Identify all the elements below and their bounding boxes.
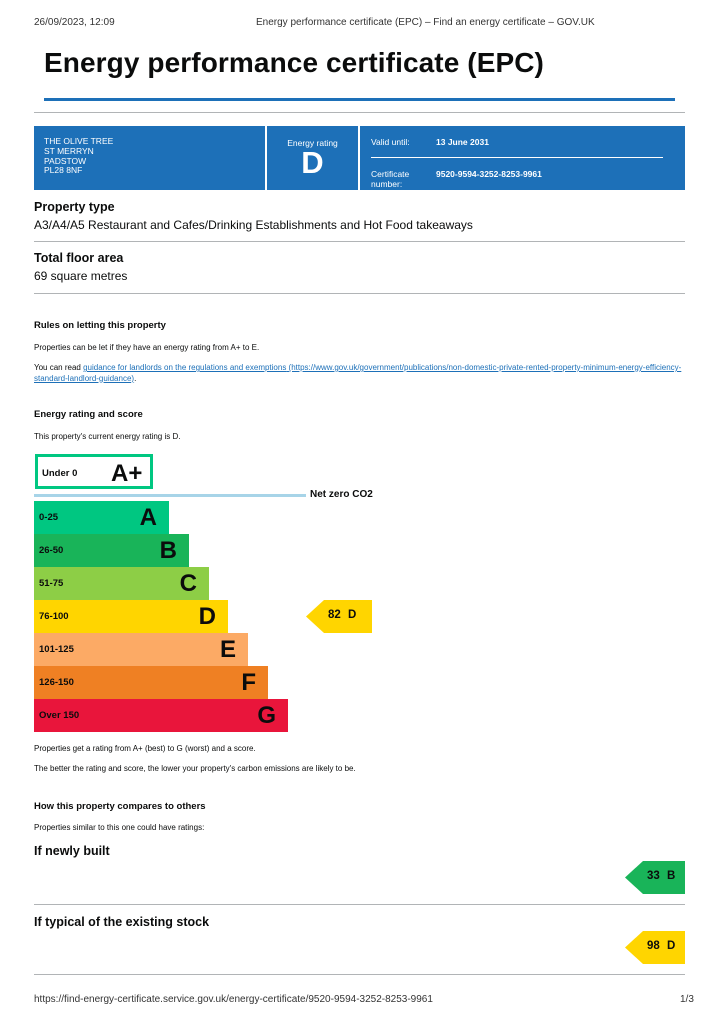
rating-band-aplus bbox=[35, 454, 153, 489]
newly-built-score: 33 bbox=[647, 870, 660, 882]
page-title: Energy performance certificate (EPC) bbox=[44, 47, 544, 78]
certificate-number-label bbox=[371, 169, 409, 189]
certificate-label-line: number: bbox=[371, 179, 403, 189]
energy-rating-heading: Energy rating and score bbox=[34, 409, 143, 420]
floor-area-heading: Total floor area bbox=[34, 251, 124, 265]
band-range: Over 150 bbox=[39, 710, 80, 721]
band-letter: A+ bbox=[111, 460, 143, 487]
current-rating-arrow bbox=[306, 600, 372, 633]
rating-band-e bbox=[34, 633, 248, 666]
band-range: 0-25 bbox=[39, 512, 59, 523]
band-range: 76-100 bbox=[39, 611, 69, 622]
compare-heading: How this property compares to others bbox=[34, 801, 206, 812]
compare-intro: Properties similar to this one could have ratings: bbox=[34, 823, 205, 832]
rating-note-2: The better the rating and score, the lower your property's carbon emissions are likely to be. bbox=[34, 764, 356, 773]
section-divider bbox=[34, 241, 685, 242]
band-letter: B bbox=[159, 537, 177, 564]
title-underline bbox=[44, 98, 675, 101]
address-line: ST MERRYN bbox=[44, 145, 94, 156]
band-range: 51-75 bbox=[39, 578, 64, 589]
newly-built-letter: B bbox=[667, 870, 676, 882]
valid-until-label: Valid until: bbox=[371, 137, 410, 147]
valid-until-date: 13 June 2031 bbox=[436, 137, 489, 147]
net-zero-label: Net zero CO2 bbox=[310, 489, 373, 500]
rating-band-c bbox=[34, 567, 209, 600]
newly-built-rating-arrow bbox=[625, 861, 685, 894]
address-line: PADSTOW bbox=[44, 155, 87, 166]
section-divider bbox=[34, 904, 685, 905]
typical-stock-rating-arrow bbox=[625, 931, 685, 964]
section-divider bbox=[34, 974, 685, 975]
print-page-number: 1/3 bbox=[680, 994, 694, 1005]
summary-divider bbox=[358, 126, 360, 190]
rating-band-f bbox=[34, 666, 268, 699]
letting-rules-heading: Rules on letting this property bbox=[34, 320, 166, 331]
band-letter: F bbox=[241, 669, 256, 696]
energy-rating-label: Energy rating bbox=[287, 138, 338, 148]
floor-area-value: 69 square metres bbox=[34, 269, 128, 283]
landlord-guidance-link[interactable]: guidance for landlords on the regulations and exemptions (https://www.gov.uk/government/publications/non-domestic-private-rented-property-minimum-energy-efficiency- standard-landlord-guidance) bbox=[34, 363, 682, 383]
current-score: 82 bbox=[328, 609, 341, 621]
net-zero-line bbox=[34, 494, 306, 497]
energy-rating-value: D bbox=[301, 145, 324, 180]
band-letter: G bbox=[257, 702, 276, 729]
property-address bbox=[44, 137, 113, 176]
typical-stock-heading: If typical of the existing stock bbox=[34, 915, 210, 929]
property-type-heading: Property type bbox=[34, 200, 115, 214]
certificate-label-line: Certificate bbox=[371, 169, 410, 179]
rating-note-1: Properties get a rating from A+ (best) to G (worst) and a score. bbox=[34, 744, 256, 753]
certificate-number: 9520-9594-3252-8253-9961 bbox=[436, 169, 542, 179]
band-letter: D bbox=[198, 603, 216, 630]
address-line: PL28 8NF bbox=[44, 165, 83, 176]
band-range: 126-150 bbox=[39, 677, 74, 688]
property-type-value: A3/A4/A5 Restaurant and Cafes/Drinking Establishments and Hot Food takeaways bbox=[34, 218, 473, 232]
print-footer-url: https://find-energy-certificate.service.gov.uk/energy-certificate/9520-9594-3252-8253-9961 bbox=[34, 994, 433, 1005]
print-page-title: Energy performance certificate (EPC) – Find an energy certificate – GOV.UK bbox=[256, 17, 595, 28]
band-range: 26-50 bbox=[39, 545, 64, 556]
rating-band-d bbox=[34, 600, 228, 633]
epc-summary-box bbox=[34, 126, 685, 190]
section-divider bbox=[34, 293, 685, 294]
guidance-suffix: . bbox=[134, 373, 137, 383]
current-letter: D bbox=[348, 609, 357, 621]
title-divider bbox=[34, 112, 685, 113]
band-letter: E bbox=[219, 636, 236, 663]
landlord-guidance-text bbox=[34, 363, 684, 384]
address-line: THE OLIVE TREE bbox=[44, 136, 114, 146]
band-range: 101-125 bbox=[39, 644, 74, 655]
typical-stock-letter: D bbox=[667, 940, 676, 952]
rating-band-a bbox=[34, 501, 169, 534]
rating-band-g bbox=[34, 699, 288, 732]
band-letter: C bbox=[179, 570, 197, 597]
newly-built-heading: If newly built bbox=[34, 844, 110, 858]
summary-row-divider bbox=[371, 157, 663, 158]
current-rating-text: This property's current energy rating is D. bbox=[34, 432, 181, 441]
rating-band-b bbox=[34, 534, 189, 567]
print-datetime: 26/09/2023, 12:09 bbox=[34, 17, 115, 28]
band-range: Under 0 bbox=[42, 468, 78, 479]
letting-rules-text: Properties can be let if they have an energy rating from A+ to E. bbox=[34, 343, 260, 352]
typical-stock-score: 98 bbox=[647, 940, 660, 952]
guidance-prefix: You can read bbox=[34, 363, 84, 372]
band-letter: A bbox=[139, 504, 157, 531]
